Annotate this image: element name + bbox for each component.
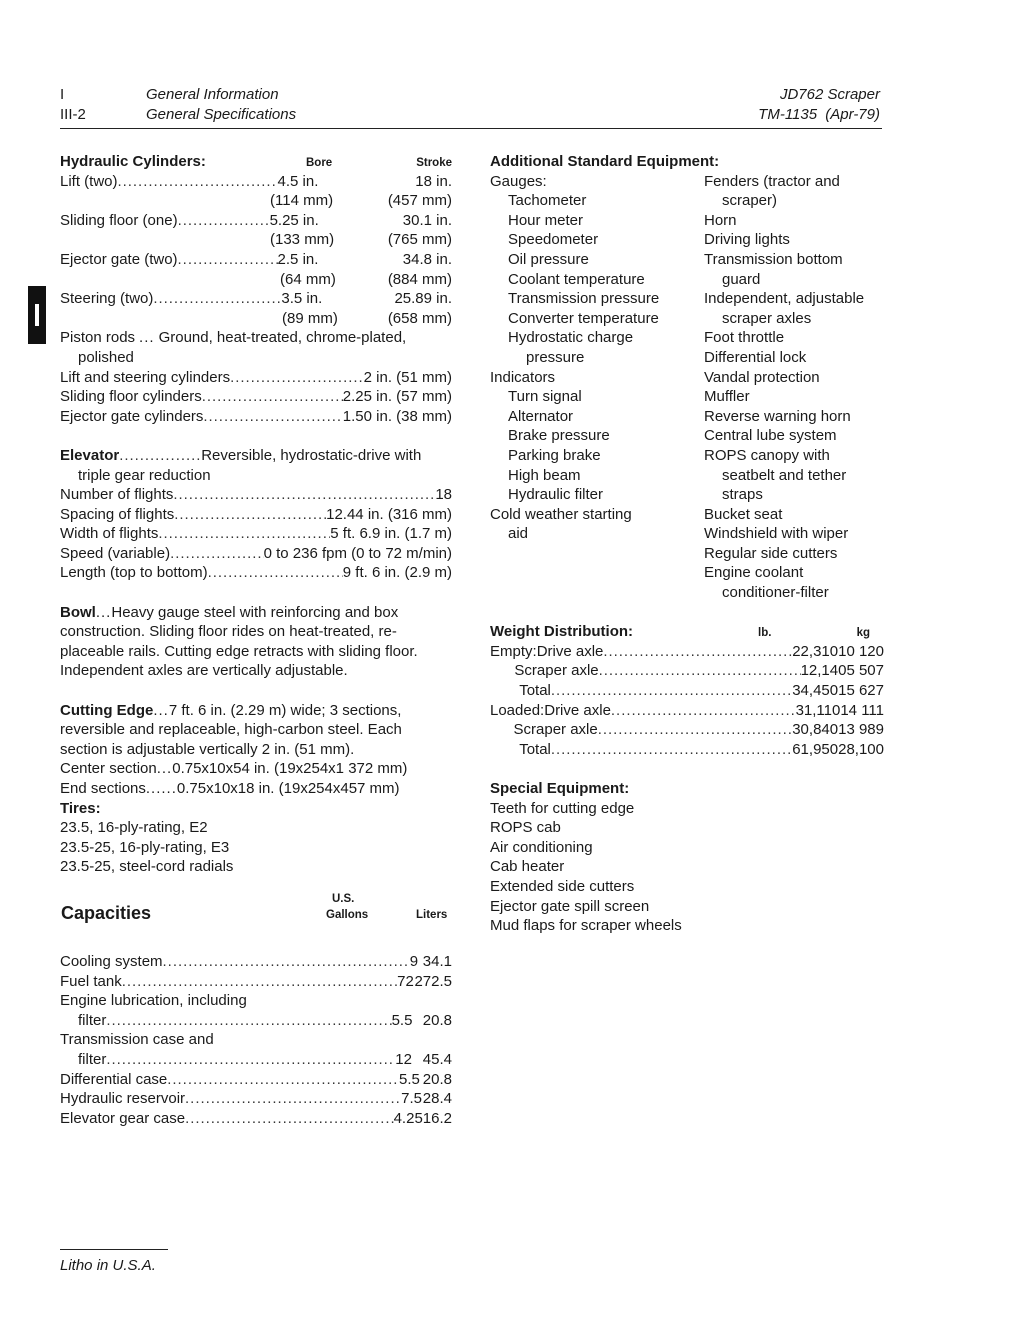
ejector-gate-label: Ejector gate (two) (60, 250, 178, 268)
elevator-row (60, 524, 452, 544)
kg-column-header: kg (856, 627, 870, 640)
capacity-label: Hydraulic reservoir (60, 1090, 186, 1108)
capacity-row-trans-label (60, 1030, 452, 1050)
weight-title: Weight Distribution: (490, 623, 634, 641)
equipment-item-text: Independent, adjustable (704, 290, 865, 308)
equipment-item-text: Hydrostatic charge (508, 329, 634, 347)
equipment-item (490, 485, 704, 505)
weight-lb: 61,950 (792, 740, 839, 758)
capacity-gallons: 72 (397, 972, 414, 990)
equipment-item (490, 446, 704, 466)
weight-label: Total (519, 740, 551, 758)
cutting-edge-title: Cutting Edge (60, 701, 154, 719)
capacity-liters: 272.5 (414, 972, 452, 990)
sliding-floor-mm-row (60, 230, 452, 250)
special-equipment-text: Ejector gate spill screen (490, 897, 650, 915)
special-equipment-item (490, 857, 884, 877)
equipment-item-text: Horn (704, 211, 737, 229)
equipment-item-text: conditioner-filter (722, 584, 829, 602)
elevator-value: 0 to 236 fpm (0 to 72 m/min) (263, 544, 452, 562)
equipment-item-text: Gauges: (490, 172, 547, 190)
equipment-item (490, 191, 704, 211)
capacity-label: Elevator gear case (60, 1109, 186, 1127)
equipment-item-text: Cold weather starting (490, 505, 632, 523)
equipment-item (704, 505, 884, 525)
ejector-gate-bore: 2.5 in. (277, 250, 319, 268)
equipment-item-text: Converter temperature (508, 309, 659, 327)
weight-group-label: Loaded: (490, 701, 545, 719)
rod-row (60, 368, 452, 388)
weight-label: Total (519, 681, 551, 699)
equipment-item (490, 426, 704, 446)
tires-section (60, 799, 452, 877)
equipment-item-text: Engine coolant (704, 564, 804, 582)
header-page-number: III-2 (60, 106, 86, 123)
weight-label: Drive axle (544, 701, 611, 719)
end-sections-label: End sections (60, 780, 146, 797)
equipment-item (490, 270, 704, 290)
equipment-item (704, 466, 884, 486)
capacity-label: Transmission case and (60, 1031, 214, 1049)
rod-diameter-list (60, 368, 452, 427)
equipment-item (704, 407, 884, 427)
capacity-row-engine-label (60, 991, 452, 1011)
bowl-line: Independent axles are vertically adjustable. (60, 662, 348, 680)
special-equipment-text: ROPS cab (490, 819, 561, 837)
cutting-edge-line: 7 ft. 6 in. (2.29 m) wide; 3 sections, (168, 701, 402, 719)
lift-mm-row (60, 191, 452, 211)
capacity-gallons: 12 (395, 1050, 412, 1068)
center-section-value: 0.75x10x54 in. (19x254x1 372 mm) (172, 760, 408, 778)
equipment-item-text: Differential lock (704, 348, 807, 366)
elevator-label: Spacing of flights (60, 505, 175, 523)
equipment-item (704, 191, 884, 211)
additional-equipment-list-right (704, 172, 884, 603)
rod-label: Sliding floor cylinders (60, 388, 202, 406)
equipment-item (704, 270, 884, 290)
rod-row (60, 387, 452, 407)
equipment-item-text: Fenders (tractor and (704, 172, 840, 190)
weight-lb: 30,840 (792, 721, 839, 739)
weight-lb: 34,450 (792, 681, 839, 699)
equipment-item (490, 289, 704, 309)
weight-label: Drive axle (536, 642, 604, 660)
rod-value: 1.50 in. (38 mm) (342, 407, 452, 425)
capacity-label: filter (78, 1011, 107, 1029)
equipment-item (704, 289, 884, 309)
gallons-column-header: Gallons (326, 909, 369, 921)
capacity-liters: 20.8 (422, 1070, 452, 1088)
steering-mm-row (60, 309, 452, 329)
capacity-label: Engine lubrication, including (60, 992, 247, 1010)
equipment-item (490, 524, 704, 544)
weight-kg: 5 507 (846, 662, 884, 680)
leader-dots (551, 681, 792, 701)
rod-value: 2 in. (51 mm) (363, 368, 452, 386)
elevator-label: Speed (variable) (60, 544, 171, 562)
left-column (60, 152, 452, 877)
weight-lb: 12,140 (800, 662, 847, 680)
bore-column-header: Bore (306, 157, 333, 169)
leader-dots (208, 563, 343, 583)
equipment-item (704, 211, 884, 231)
equipment-item (704, 387, 884, 407)
weight-label: Scraper axle (513, 721, 598, 739)
right-column (490, 152, 884, 936)
capacity-row-hyd (60, 1089, 452, 1109)
piston-rods-value-cont: polished (78, 348, 134, 366)
special-equipment-section (490, 779, 884, 936)
equipment-item-text: Brake pressure (508, 427, 610, 445)
capacity-row-elev (60, 1109, 452, 1129)
equipment-item-text: Tachometer (508, 192, 587, 210)
capacity-row-trans (60, 1050, 452, 1070)
sliding-floor-label: Sliding floor (one) (60, 211, 178, 229)
weight-kg: 13 989 (838, 721, 884, 739)
elevator-row (60, 485, 452, 505)
leader-dots (173, 485, 435, 505)
special-equipment-text: Teeth for cutting edge (490, 799, 635, 817)
equipment-item-text: Vandal protection (704, 368, 820, 386)
cutting-edge-section: Cutting Edge ... 7 ft. 6 in. (2.29 m) wide; 3 sections, reversible and replaceable, high-carbon steel. Each section is adjustable vertically 2 in. (51 mm). Center section ... 0.75x10x54 in. (19x254x1 372 mm) End sections ...... 0.75x10x18 in. (19x254x457 mm) (60, 701, 408, 797)
weight-group-label: Empty: (490, 642, 537, 660)
leader-dots (230, 368, 364, 388)
ejector-gate-bore-mm: (64 mm) (280, 270, 336, 288)
equipment-item (490, 211, 704, 231)
bowl-line: Heavy gauge steel with reinforcing and box (111, 603, 399, 621)
equipment-item-text: Oil pressure (508, 250, 589, 268)
elevator-label: Width of flights (60, 525, 159, 543)
special-equipment-text: Cab heater (490, 858, 565, 876)
special-equipment-item (490, 877, 884, 897)
weight-distribution-section (490, 622, 884, 759)
special-equipment-text: Mud flaps for scraper wheels (490, 917, 682, 935)
weight-lb: 31,110 (795, 701, 841, 719)
equipment-item (490, 328, 704, 348)
leader-dots (598, 720, 792, 740)
leader-dots (603, 642, 792, 662)
equipment-item (704, 426, 884, 446)
weight-empty-group (490, 642, 884, 701)
elevator-desc: Reversible, hydrostatic-drive with (201, 446, 422, 464)
header-section-title: General Information (146, 86, 279, 103)
piston-rods-value: Ground, heat-treated, chrome-plated, (158, 329, 407, 347)
us-column-header: U.S. (332, 893, 355, 905)
leader-dots (551, 740, 792, 760)
equipment-item-text: Transmission bottom (704, 250, 843, 268)
equipment-item-text: Hydraulic filter (508, 486, 604, 504)
weight-loaded-group (490, 701, 884, 760)
lift-row (60, 172, 452, 192)
equipment-item (704, 563, 884, 583)
steering-stroke: 25.89 in. (394, 290, 452, 308)
tire-item: 23.5-25, steel-cord radials (60, 858, 234, 876)
cutting-edge-line: section is adjustable vertically 2 in. (51 mm). (60, 740, 355, 758)
equipment-item (704, 250, 884, 270)
tires-title: Tires: (60, 799, 101, 817)
capacity-gallons: 4.25 (393, 1109, 423, 1127)
rod-label: Lift and steering cylinders (60, 368, 231, 386)
header-subsection-title: General Specifications (146, 106, 297, 123)
sliding-floor-bore-mm: (133 mm) (270, 231, 335, 249)
special-equipment-item (490, 897, 884, 917)
header-rule (60, 128, 882, 129)
bowl-title: Bowl (60, 603, 96, 621)
capacity-row-cooling (60, 952, 452, 972)
equipment-item (704, 544, 884, 564)
equipment-item-text: Parking brake (508, 446, 601, 464)
special-equipment-item (490, 916, 884, 936)
equipment-item-text: Coolant temperature (508, 270, 645, 288)
cutting-edge-line: reversible and replaceable, high-carbon steel. Each (60, 721, 402, 739)
equipment-item (704, 309, 884, 329)
equipment-item (704, 328, 884, 348)
sliding-floor-bore: 5.25 in. (269, 211, 319, 229)
end-sections-value: 0.75x10x18 in. (19x254x457 mm) (176, 780, 400, 797)
steering-label: Steering (two) (60, 290, 154, 308)
capacity-gallons: 9 (409, 953, 419, 970)
leader-dots (174, 505, 326, 525)
piston-rods-label: Piston rods (60, 329, 136, 347)
additional-equipment-list-left (490, 172, 704, 544)
sliding-floor-row (60, 211, 452, 231)
elevator-row (60, 544, 452, 564)
capacity-row-engine (60, 1011, 452, 1031)
sliding-floor-stroke: 30.1 in. (402, 211, 452, 229)
equipment-item-text: Reverse warning horn (704, 407, 851, 425)
leader-dots (611, 701, 796, 721)
lift-bore-mm: (114 mm) (270, 192, 334, 210)
weight-kg: 15 627 (838, 681, 884, 699)
elevator-label: Number of flights (60, 486, 174, 504)
equipment-item (704, 368, 884, 388)
equipment-item (704, 172, 884, 192)
weight-kg: 28,100 (838, 740, 884, 758)
elevator-value: 9 ft. 6 in. (2.9 m) (342, 564, 452, 582)
capacity-label: Fuel tank (60, 972, 122, 990)
steering-bore: 3.5 in. (281, 290, 323, 308)
elevator-row (60, 505, 452, 525)
leader-dots (203, 407, 342, 427)
capacity-liters: 45.4 (422, 1050, 452, 1068)
equipment-item-text: ROPS canopy with (704, 446, 830, 464)
special-equipment-item (490, 838, 884, 858)
leader-dots (202, 387, 343, 407)
hydraulic-title-row (60, 152, 452, 172)
equipment-item (490, 230, 704, 250)
elevator-value: 18 (435, 486, 452, 504)
elevator-title: Elevator (60, 446, 120, 464)
center-section-label: Center section (60, 760, 157, 778)
equipment-item-text: Alternator (508, 407, 574, 425)
equipment-item (490, 309, 704, 329)
equipment-item (704, 583, 884, 603)
equipment-item (704, 524, 884, 544)
weight-lb: 22,310 (792, 642, 839, 660)
capacity-liters: 16.2 (422, 1109, 452, 1127)
equipment-item-text: Bucket seat (704, 505, 783, 523)
weight-kg: 10 120 (838, 642, 884, 660)
equipment-item-text: Regular side cutters (704, 544, 838, 562)
equipment-item (704, 485, 884, 505)
ejector-gate-row (60, 250, 452, 270)
hydraulic-title: Hydraulic Cylinders: (60, 153, 206, 170)
capacity-liters: 20.8 (422, 1011, 452, 1029)
equipment-item (490, 407, 704, 427)
equipment-item-text: High beam (508, 466, 581, 484)
elevator-desc-cont-row (60, 466, 452, 486)
weight-kg: 14 111 (840, 701, 884, 719)
capacity-gallons: 5.5 (399, 1070, 420, 1088)
capacity-label: filter (78, 1050, 107, 1068)
special-equipment-list (490, 799, 884, 936)
equipment-item-text: Indicators (490, 368, 556, 386)
elevator-spec-list (60, 485, 452, 583)
capacities-section (60, 890, 452, 1128)
footer-rule (60, 1249, 168, 1250)
liters-column-header: Liters (416, 909, 448, 921)
lb-column-header: lb. (758, 627, 772, 640)
lift-stroke: 18 in. (415, 172, 452, 190)
tire-item: 23.5-25, 16-ply-rating, E3 (60, 838, 230, 856)
equipment-item-text: Turn signal (508, 388, 582, 406)
lift-bore: 4.5 in. (277, 172, 319, 190)
additional-equipment-title: Additional Standard Equipment: (490, 153, 720, 170)
equipment-item-text: Muffler (704, 388, 750, 406)
equipment-item (704, 348, 884, 368)
rod-row (60, 407, 452, 427)
equipment-item-text: seatbelt and tether (722, 466, 847, 484)
capacity-gallons: 5.5 (391, 1011, 413, 1029)
header-model: JD762 Scraper (779, 86, 880, 103)
leader-dots (599, 661, 801, 681)
weight-row (490, 740, 884, 760)
sliding-floor-stroke-mm: (765 mm) (387, 231, 452, 249)
capacity-label: Differential case (60, 1070, 168, 1088)
rod-label: Ejector gate cylinders (60, 407, 204, 425)
equipment-item-text: Transmission pressure (508, 290, 660, 308)
weight-row (490, 642, 884, 662)
capacity-row-fuel (60, 972, 452, 992)
bowl-section: Bowl ... Heavy gauge steel with reinforcing and box construction. Sliding floor rides on heat-treated, re- placeable rails. Cutting edge retracts with sliding floor. Independent axles are vertically adjustable. (60, 603, 418, 680)
equipment-item-text: Foot throttle (704, 329, 785, 347)
equipment-item-text: Windshield with wiper (704, 525, 849, 543)
equipment-item-text: Driving lights (704, 231, 790, 249)
equipment-item (490, 387, 704, 407)
equipment-item (490, 368, 704, 388)
tire-item: 23.5, 16-ply-rating, E2 (60, 819, 208, 837)
equipment-item (490, 505, 704, 525)
equipment-item (490, 466, 704, 486)
lift-stroke-mm: (457 mm) (387, 192, 452, 210)
equipment-item-text: Central lube system (704, 427, 837, 445)
equipment-item-text: straps (722, 486, 763, 504)
stroke-column-header: Stroke (416, 157, 452, 169)
header-section-code: I (60, 86, 65, 103)
special-equipment-text: Extended side cutters (490, 877, 635, 895)
section-tab-marker (28, 286, 46, 344)
bowl-line: placeable rails. Cutting edge retracts with sliding floor. (60, 642, 418, 660)
lift-label: Lift (two) (60, 172, 118, 190)
piston-rods-row: Piston rods ... Ground, heat-treated, chrome-plated, (60, 329, 407, 347)
elevator-desc-cont: triple gear reduction (78, 466, 211, 484)
equipment-item (490, 172, 704, 192)
weight-label: Scraper axle (514, 662, 599, 680)
ejector-gate-mm-row (60, 270, 452, 290)
equipment-item-text: aid (508, 525, 529, 543)
capacity-row-diff (60, 1070, 452, 1090)
weight-row (490, 681, 884, 701)
weight-row (490, 720, 884, 740)
footer-litho: Litho in U.S.A. (60, 1257, 156, 1274)
elevator-label: Length (top to bottom) (60, 564, 208, 582)
equipment-item-text: scraper) (722, 192, 778, 210)
capacity-liters: 34.1 (422, 953, 452, 970)
elevator-title-row (60, 446, 452, 466)
equipment-item (704, 446, 884, 466)
equipment-item-text: Speedometer (508, 231, 599, 249)
elevator-value: 5 ft. 6.9 in. (1.7 m) (330, 525, 452, 543)
weight-row (490, 701, 884, 721)
equipment-item (490, 250, 704, 270)
special-equipment-item (490, 818, 884, 838)
special-equipment-item (490, 799, 884, 819)
steering-stroke-mm: (658 mm) (387, 309, 452, 327)
steering-bore-mm: (89 mm) (282, 309, 338, 327)
elevator-value: 12.44 in. (316 mm) (326, 505, 452, 523)
equipment-item-text: pressure (526, 348, 585, 366)
bowl-line: construction. Sliding floor rides on heat-treated, re- (60, 623, 397, 641)
equipment-item (704, 230, 884, 250)
leader-dots (170, 544, 264, 564)
special-equipment-title: Special Equipment: (490, 779, 630, 797)
header-manual-number: TM-1135 (Apr-79) (758, 106, 880, 123)
capacity-label: Cooling system (60, 953, 163, 970)
equipment-item-text: Hour meter (508, 211, 584, 229)
capacity-gallons: 7.5 (401, 1090, 423, 1108)
ejector-gate-stroke: 34.8 in. (402, 250, 452, 268)
leader-dots (158, 524, 330, 544)
capacity-liters: 28.4 (422, 1090, 452, 1108)
equipment-item-text: scraper axles (722, 309, 812, 327)
ejector-gate-stroke-mm: (884 mm) (387, 270, 452, 288)
piston-rods-cont-row (60, 348, 452, 368)
rod-value: 2.25 in. (57 mm) (342, 388, 452, 406)
elevator-row (60, 563, 452, 583)
equipment-item-text: guard (722, 270, 761, 288)
equipment-item (490, 348, 704, 368)
steering-row (60, 289, 452, 309)
weight-row (490, 661, 884, 681)
special-equipment-text: Air conditioning (490, 838, 593, 856)
capacities-title: Capacities (61, 903, 152, 923)
